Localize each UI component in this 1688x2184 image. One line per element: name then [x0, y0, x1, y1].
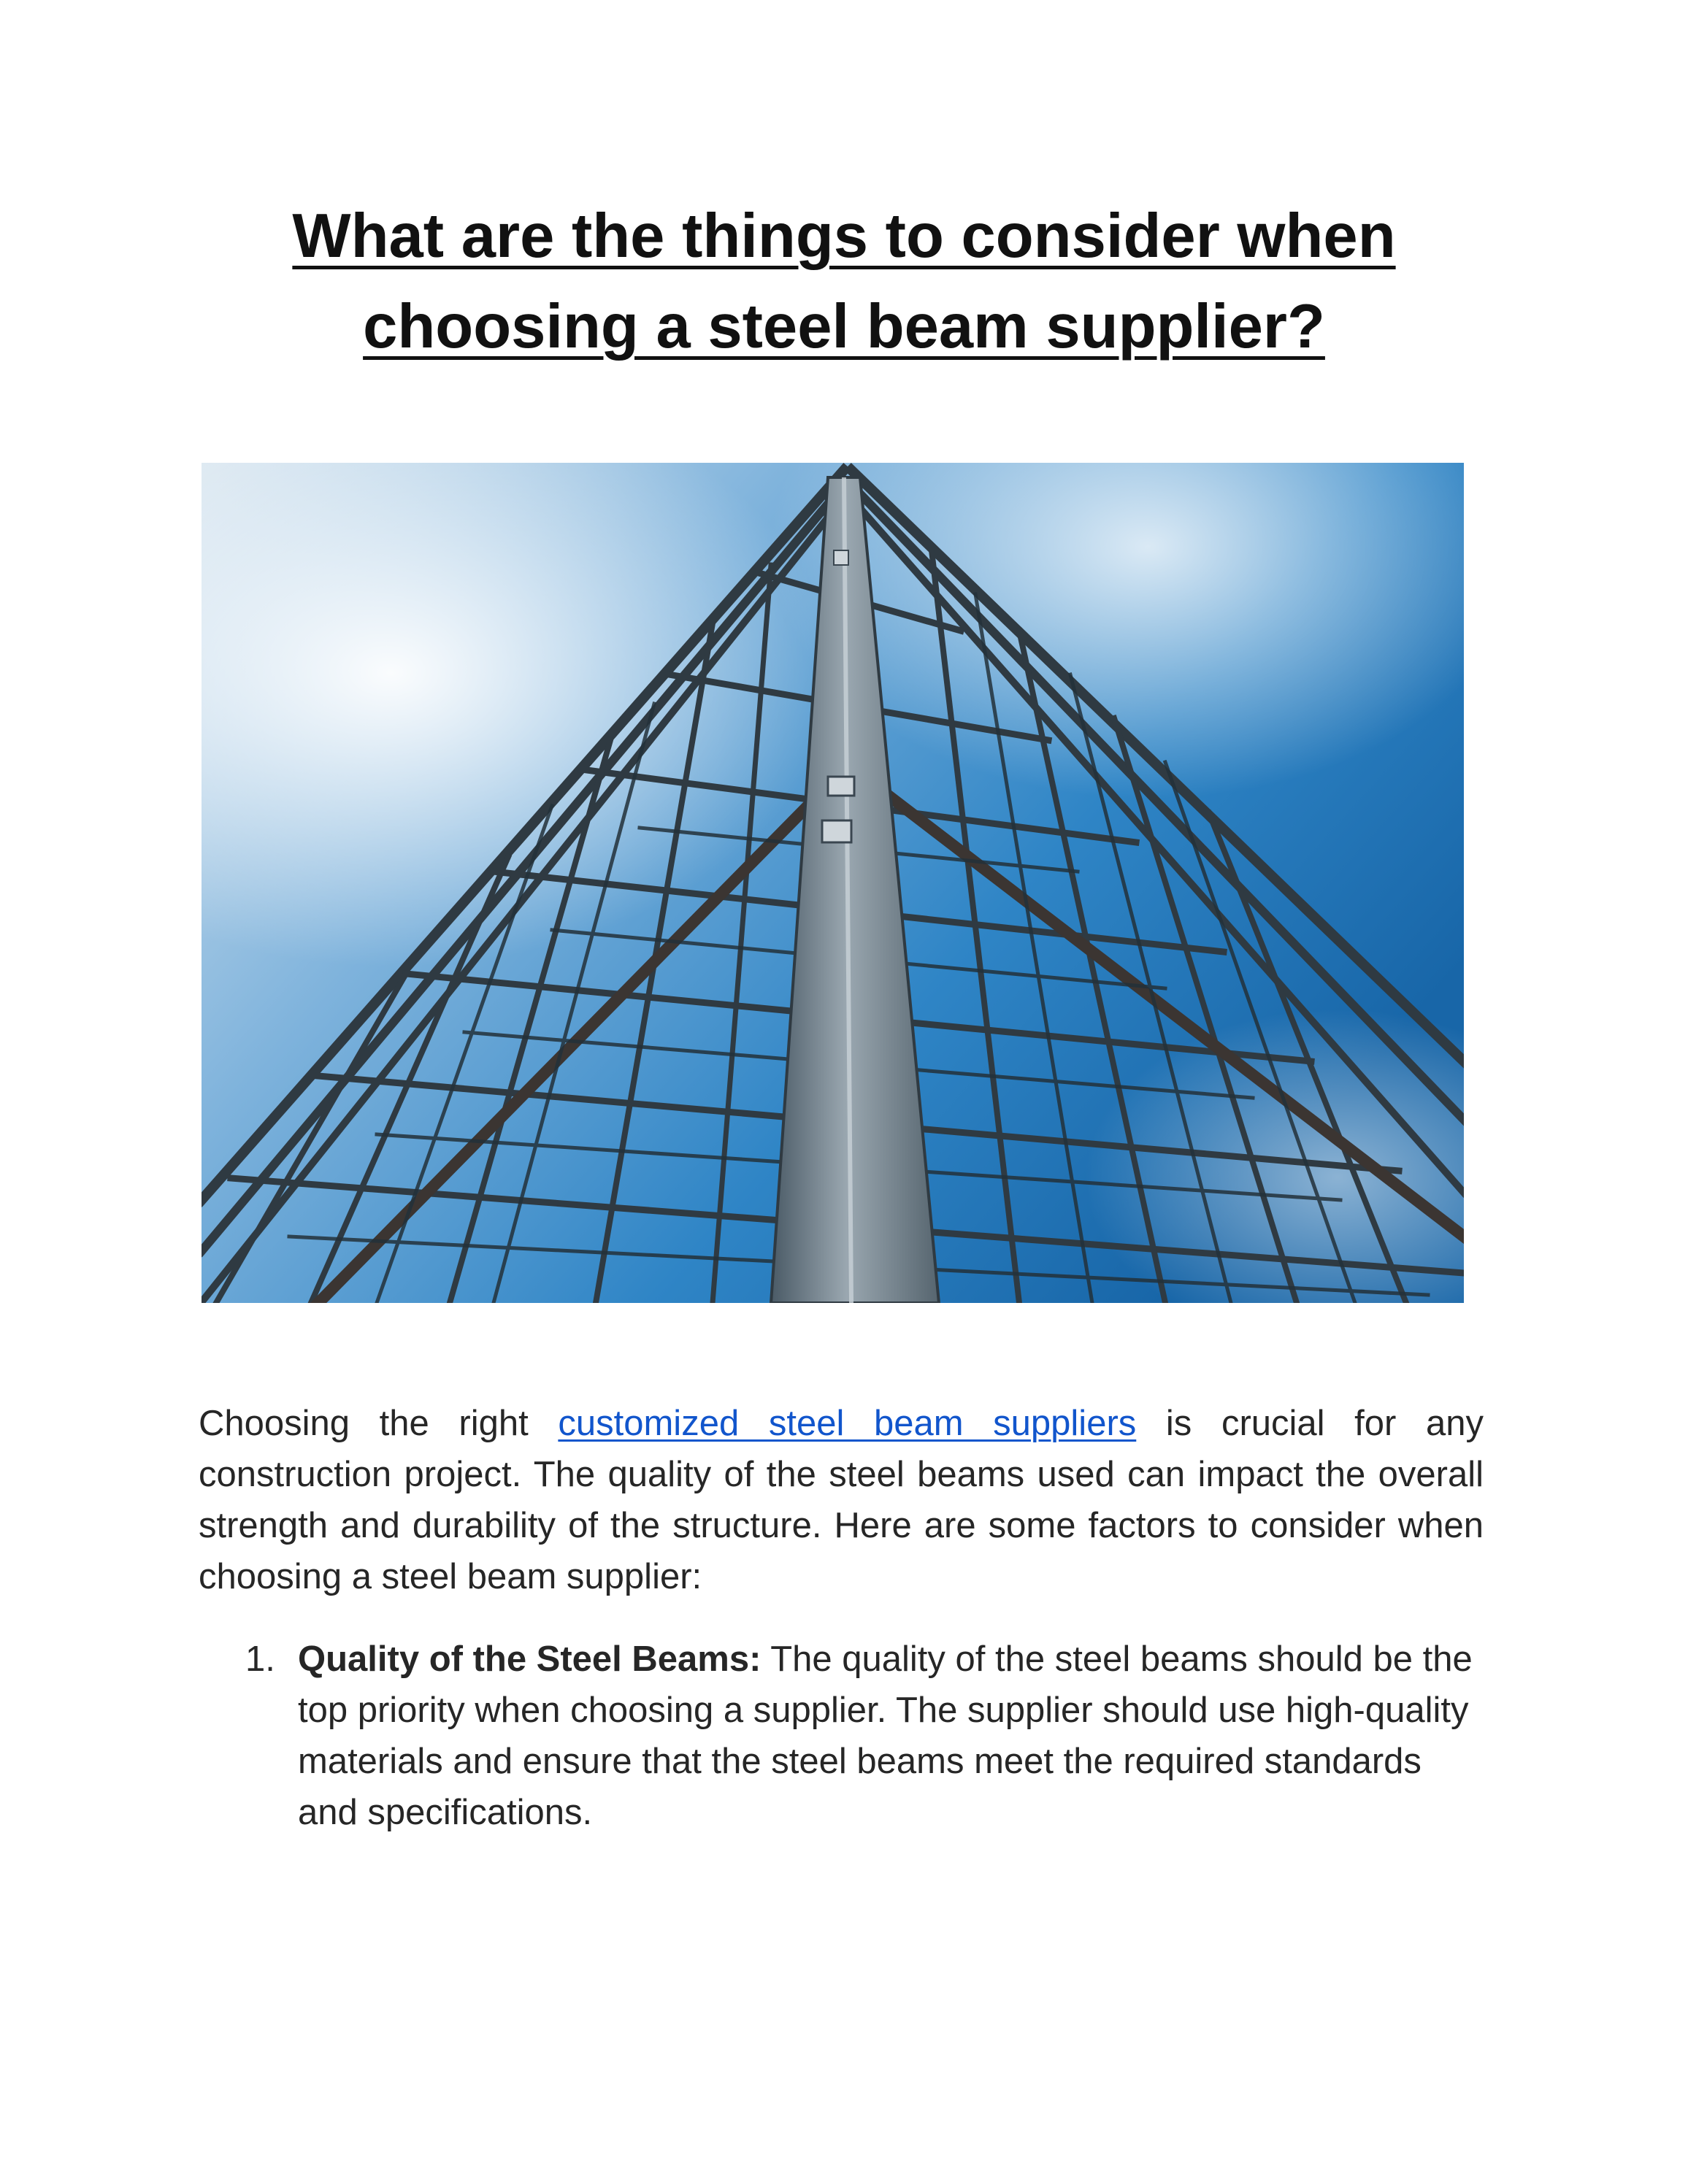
factor-text: The quality of the steel beams should be the top priority when choosing a supplier. The supplier should use high-quality materials and ensure that the steel beams meet the required standards and specifications. — [298, 1639, 1473, 1832]
factor-list — [199, 1634, 1484, 1838]
factor-heading: Quality of the Steel Beams: — [298, 1639, 761, 1679]
supplier-link[interactable]: customized steel beam suppliers — [558, 1404, 1137, 1443]
list-item — [199, 1634, 1484, 1838]
intro-paragraph — [199, 1398, 1484, 1602]
hero-image — [202, 463, 1464, 1303]
page-title: What are the things to consider when choosing a steel beam supplier? — [292, 201, 1396, 361]
intro-text-before: Choosing the right — [199, 1404, 529, 1443]
intro-text-after: is crucial for any construction project. The quality of the steel beams used can impact the overall strength and durability of the structure. Here are some factors to consider when choosing a steel beam supplier: — [199, 1404, 1484, 1596]
list-number: 1. — [245, 1639, 275, 1679]
steel-frame-photo — [202, 463, 1464, 1303]
